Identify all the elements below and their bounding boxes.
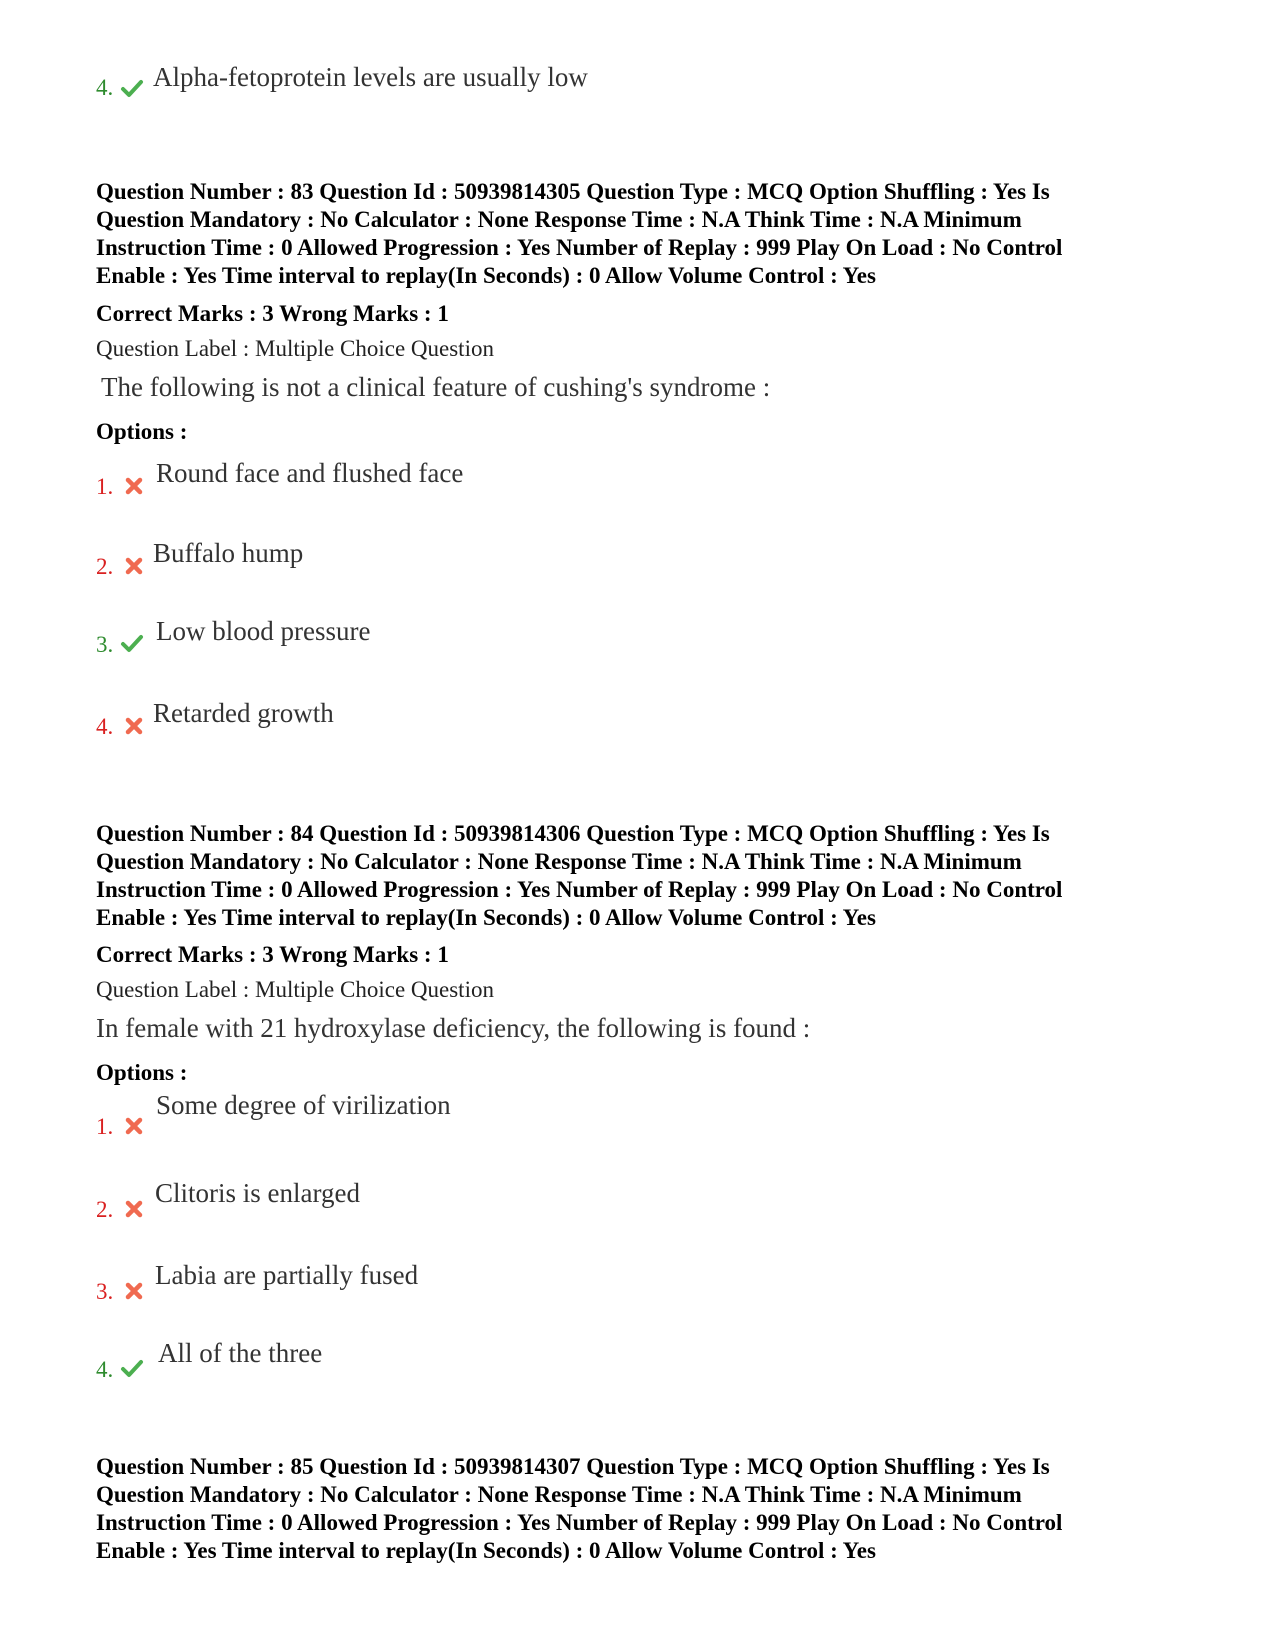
option-number: 2. [96,554,114,579]
option-text: Low blood pressure [156,616,371,646]
question-text: In female with 21 hydroxylase deficiency, the following is found : [96,1013,811,1043]
options-heading: Options : [96,1060,188,1085]
cross-icon [122,1197,146,1221]
question-text: The following is not a clinical feature of cushing's syndrome : [101,372,771,402]
question-meta: Question Number : 85 Question Id : 50939814307 Question Type : MCQ Option Shuffling : Yes Is Question Mandatory : No Calculator : None Response Time : N.A Think Time : N.A Minimum Instruction Time : 0 Allowed Progression : Yes Number of Replay : 999 Play On Load : No Control Enable : Yes Time interval to replay(In Seconds) : 0 Allow Volume Control : Yes [96,1454,1063,1563]
cross-icon [122,1279,146,1303]
check-icon [120,1356,144,1380]
option-number: 4. [96,75,114,100]
check-icon [120,76,144,100]
option-row [0,460,700,500]
option-text: Clitoris is enlarged [155,1178,360,1208]
option-row [0,1340,700,1380]
options-heading: Options : [96,419,188,444]
question-meta: Question Number : 84 Question Id : 50939814306 Question Type : MCQ Option Shuffling : Yes Is Question Mandatory : No Calculator : None Response Time : N.A Think Time : N.A Minimum Instruction Time : 0 Allowed Progression : Yes Number of Replay : 999 Play On Load : No Control Enable : Yes Time interval to replay(In Seconds) : 0 Allow Volume Control : Yes [96,821,1063,930]
cross-icon [122,714,146,738]
cross-icon [122,554,146,578]
option-text: Retarded growth [153,698,334,728]
option-number: 3. [96,1279,114,1304]
option-number: 4. [96,714,114,739]
option-row [0,64,700,104]
question-meta: Question Number : 83 Question Id : 50939814305 Question Type : MCQ Option Shuffling : Yes Is Question Mandatory : No Calculator : None Response Time : N.A Think Time : N.A Minimum Instruction Time : 0 Allowed Progression : Yes Number of Replay : 999 Play On Load : No Control Enable : Yes Time interval to replay(In Seconds) : 0 Allow Volume Control : Yes [96,179,1063,288]
option-number: 1. [96,474,114,499]
option-text: Buffalo hump [153,538,304,568]
option-number: 1. [96,1114,114,1139]
option-row [0,1262,700,1302]
option-text: All of the three [158,1338,323,1368]
option-row [0,1090,700,1139]
question-marks: Correct Marks : 3 Wrong Marks : 1 [96,942,449,967]
question-label: Question Label : Multiple Choice Question [96,336,494,361]
question-marks: Correct Marks : 3 Wrong Marks : 1 [96,301,449,326]
question-label: Question Label : Multiple Choice Question [96,977,494,1002]
option-row [0,700,700,740]
cross-icon [122,1114,146,1138]
cross-icon [122,474,146,498]
option-row [0,1180,700,1220]
option-text: Labia are partially fused [155,1260,419,1290]
option-number: 4. [96,1357,114,1382]
check-icon [120,631,144,655]
option-text: Some degree of virilization [156,1090,451,1120]
option-row [0,618,700,658]
option-number: 3. [96,632,114,657]
option-row [0,540,700,580]
option-number: 2. [96,1197,114,1222]
option-text: Alpha-fetoprotein levels are usually low [153,62,588,92]
option-text: Round face and flushed face [156,458,464,488]
